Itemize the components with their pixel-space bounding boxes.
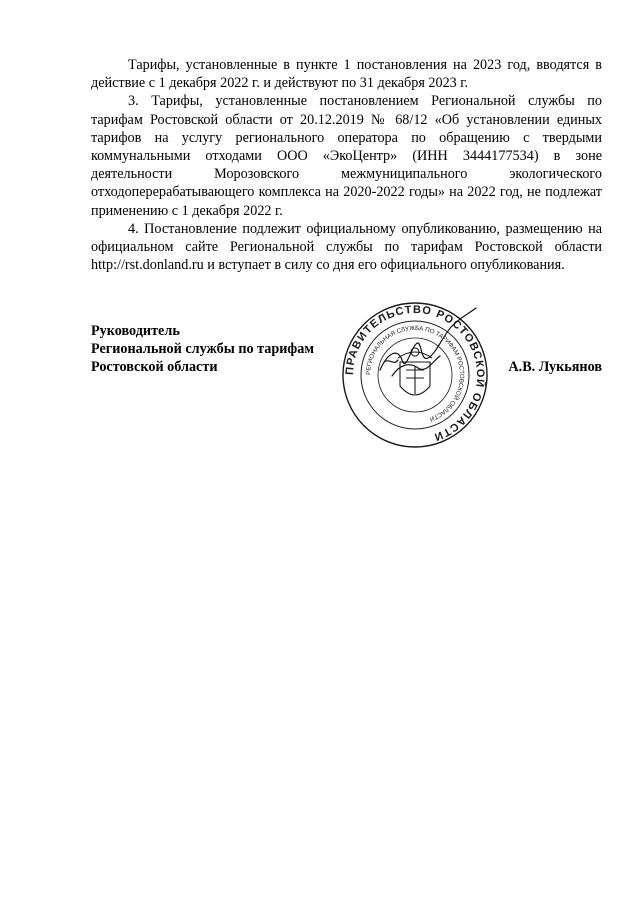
coat-of-arms-emblem <box>398 348 432 395</box>
stamp-outer-text: ПРАВИТЕЛЬСТВО РОСТОВСКОЙ ОБЛАСТИ <box>343 303 487 443</box>
signatory-title-line: Ростовской области <box>91 359 218 376</box>
signatory-title <box>91 322 314 377</box>
paragraph-effective-dates: Тарифы, установленные в пункте 1 постановления на 2023 год, вводятся в действие с 1 декабря 2022 г. и действуют по 31 декабря 2023 г. <box>91 57 602 92</box>
official-stamp <box>340 300 490 450</box>
stamp-inner-text: РЕГИОНАЛЬНАЯ СЛУЖБА ПО ТАРИФАМ РОСТОВСКОЙ ОБЛАСТИ <box>364 324 466 423</box>
document-body <box>91 56 602 274</box>
signatory-title-line: Региональной службы по тарифам <box>91 341 315 358</box>
paragraph-tariffs-not-applied: 3. Тарифы, установленные постановлением Региональной службы по тарифам Ростовской области от 20.12.2019 № 68/12 «Об установлении единых тарифов на услугу регионального оператора по обращению с твердыми коммунальными отходами ООО «ЭкоЦентр» (ИНН 3444177534) в зоне деятельности Морозовского межмуниципального экологического отходоперерабатывающего комплекса на 2020-2022 годы» на 2022 год, не подлежат применению с 1 декабря 2022 г. <box>91 93 602 219</box>
paragraph-publication: 4. Постановление подлежит официальному опубликованию, размещению на официальном сайте Региональной службы по тарифам Ростовской области http://rst.donland.ru и вступает в силу со дня его официального опубликования. <box>91 220 602 274</box>
signatory-name: А.В. Лукьянов <box>508 359 602 375</box>
signatory-title-line: Руководитель <box>91 323 180 339</box>
